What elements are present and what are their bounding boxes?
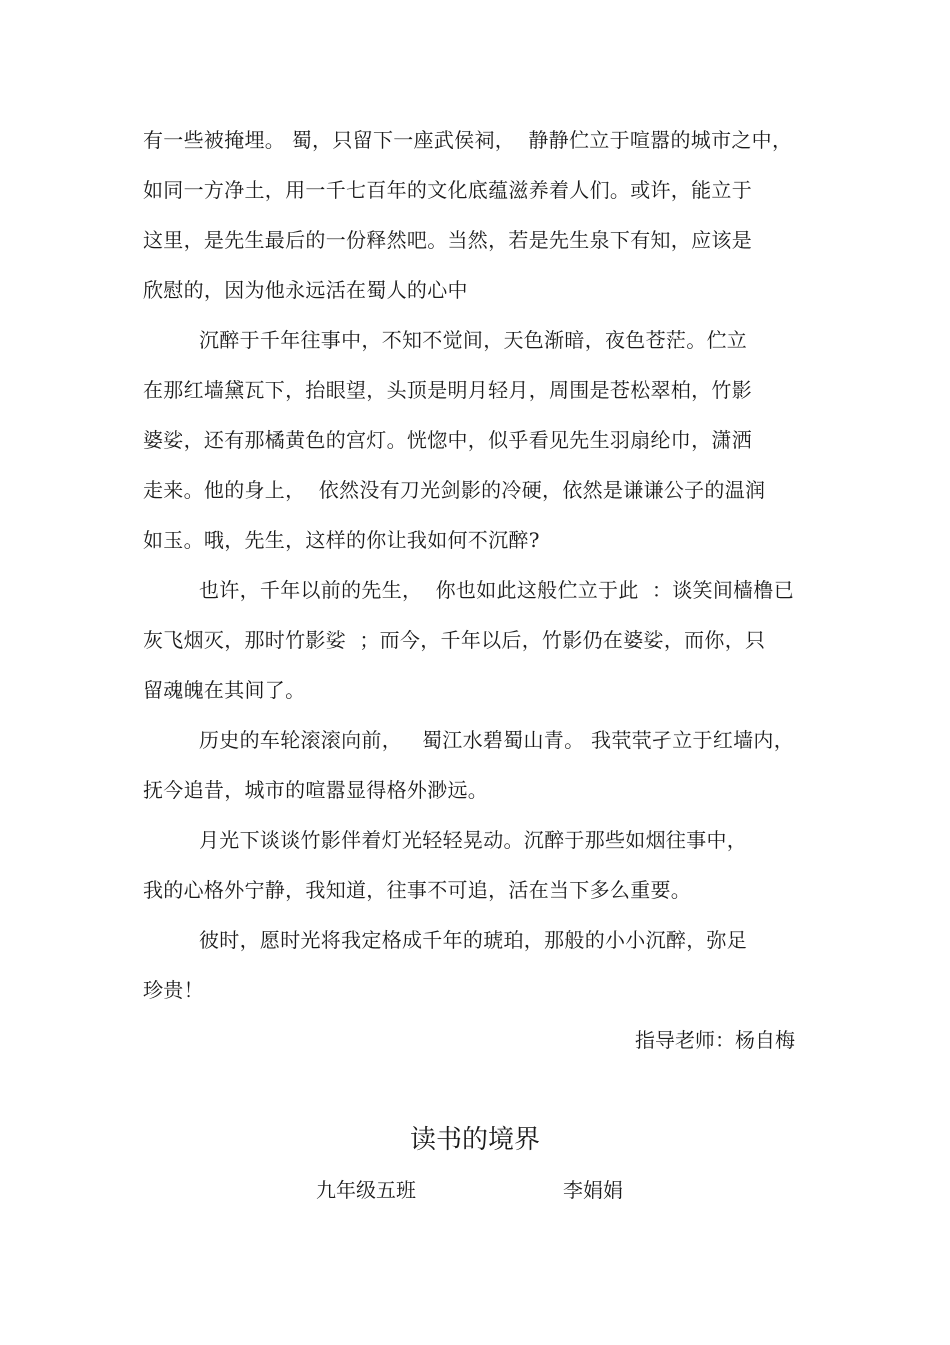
- body-line: 走来。他的身上， 依然没有刀光剑影的冷硬，依然是谦谦公子的温润: [143, 478, 766, 502]
- body-line: 抚今追昔，城市的喧嚣显得格外渺远。: [143, 778, 489, 802]
- body-line: 如同一方净土，用一千七百年的文化底蕴滋养着人们。或许，能立于: [143, 178, 752, 202]
- body-line: 我的心格外宁静，我知道，往事不可追，活在当下多么重要。: [143, 878, 692, 902]
- author-class: 九年级五班: [316, 1178, 416, 1202]
- body-line: 欣慰的，因为他永远活在蜀人的心中: [143, 278, 468, 302]
- body-line: 珍贵！: [143, 978, 204, 1002]
- body-line: 月光下谈谈竹影伴着灯光轻轻晃动。沉醉于那些如烟往事中，: [199, 828, 748, 852]
- body-line: 留魂魄在其间了。: [143, 678, 306, 702]
- body-line: 灰飞烟灭，那时竹影娑 ；而今，千年以后，竹影仍在婆娑，而你，只: [143, 628, 766, 652]
- teacher-signature: 指导老师：杨自梅: [635, 1028, 795, 1052]
- body-line: 这里，是先生最后的一份释然吧。当然，若是先生泉下有知，应该是: [143, 228, 752, 252]
- article-title: 读书的境界: [409, 1125, 540, 1155]
- body-line: 在那红墙黛瓦下，抬眼望，头顶是明月轻月，周围是苍松翠柏，竹影: [143, 378, 752, 402]
- body-line: 有一些被掩埋。 蜀，只留下一座武侯祠， 静静伫立于喧嚣的城市之中，: [143, 128, 793, 152]
- body-line: 婆娑，还有那橘黄色的宫灯。恍惚中，似乎看见先生羽扇纶巾，潇洒: [143, 428, 752, 452]
- body-line: 彼时，愿时光将我定格成千年的琥珀，那般的小小沉醉，弥足: [199, 928, 748, 952]
- body-line: 也许，千年以前的先生， 你也如此这般伫立于此 ：谈笑间樯橹已: [199, 578, 795, 602]
- author-name: 李娟娟: [563, 1178, 623, 1202]
- body-line: 沉醉于千年往事中，不知不觉间，天色渐暗，夜色苍茫。伫立: [199, 328, 748, 352]
- body-line: 如玉。哦，先生，这样的你让我如何不沉醉?: [143, 528, 540, 552]
- body-line: 历史的车轮滚滚向前， 蜀江水碧蜀山青。 我茕茕孑立于红墙内，: [199, 728, 795, 752]
